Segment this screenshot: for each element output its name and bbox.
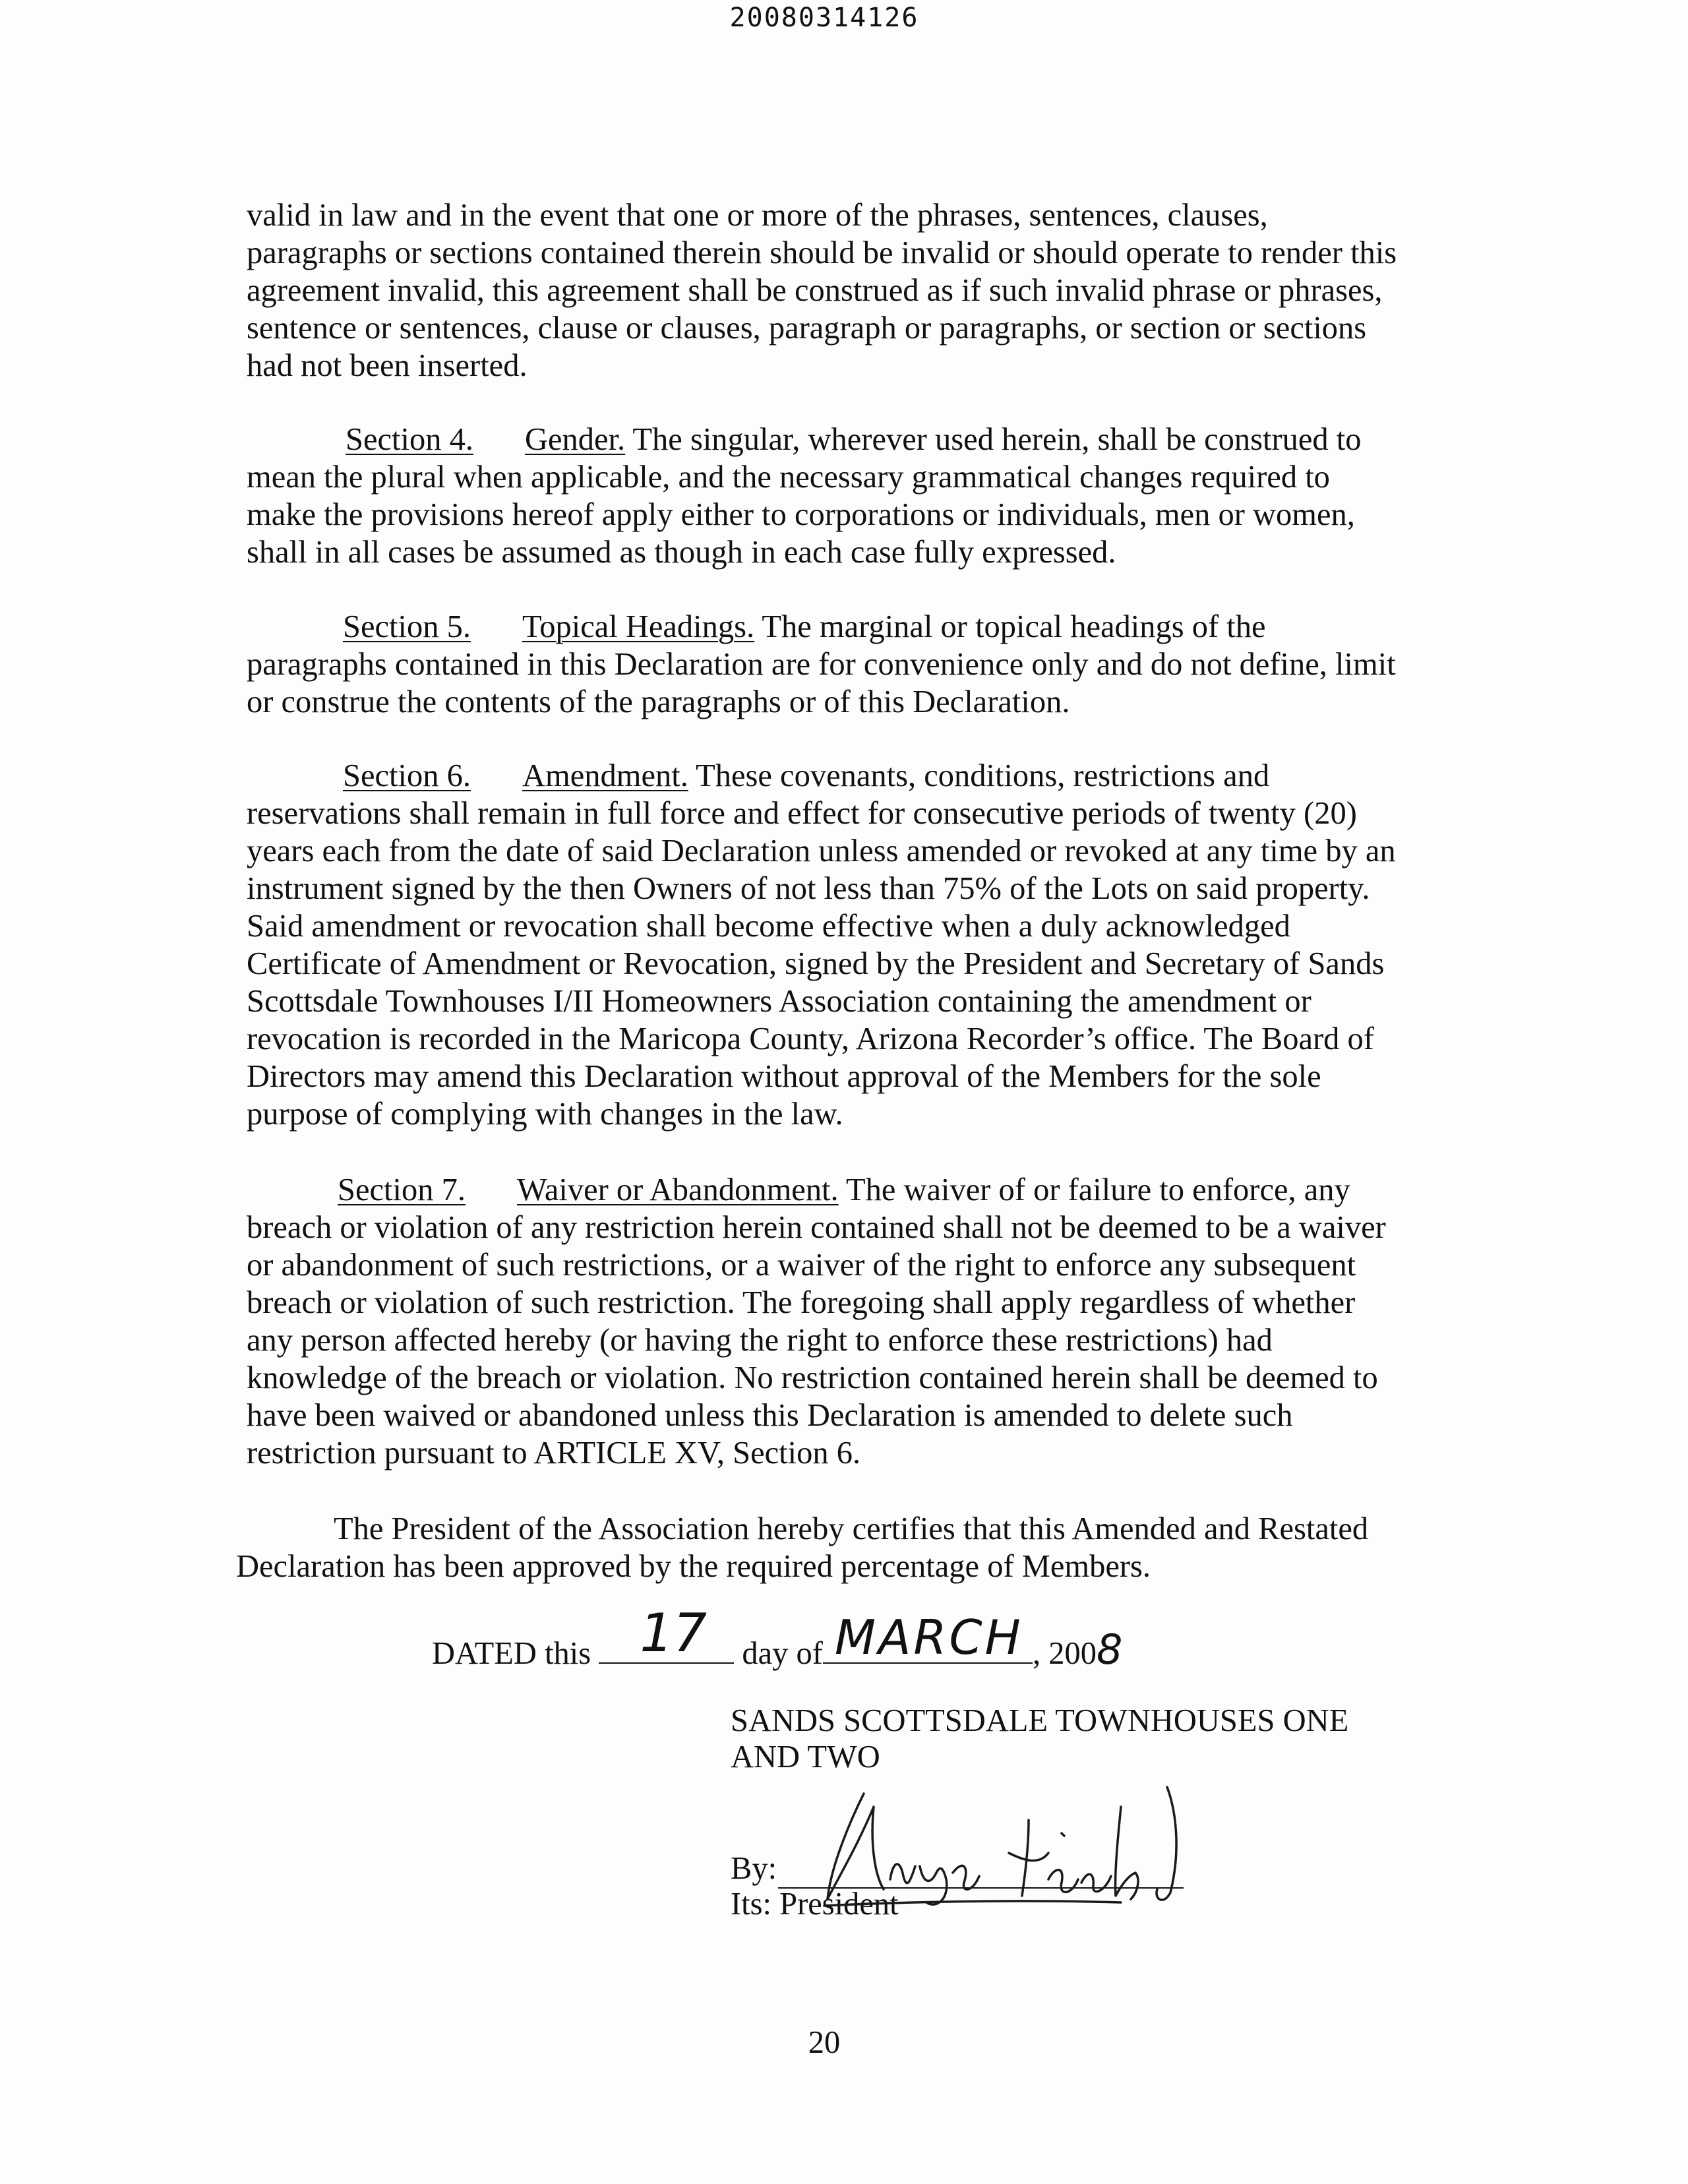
day-handwritten: 17 — [640, 1602, 708, 1664]
by-label: By: — [731, 1851, 777, 1886]
section-6-first-line: These covenants, conditions, restrictions and — [696, 758, 1270, 793]
text-line: purpose of complying with changes in the law. — [247, 1097, 843, 1132]
page-number: 20 — [808, 2025, 841, 2060]
its-label: Its: President — [731, 1887, 899, 1922]
paragraph-severability — [247, 197, 1473, 384]
certification-paragraph — [236, 1510, 1462, 1585]
section-5-first-line: The marginal or topical headings of the — [762, 609, 1266, 644]
text-line: instrument signed by the then Owners of not less than 75% of the Lots on said property. — [247, 871, 1370, 906]
text-line: Scottsdale Townhouses I/II Homeowners Association containing the amendment or — [247, 984, 1311, 1019]
by-line — [731, 1850, 777, 1887]
section-7-first-line: The waiver of or failure to enforce, any — [845, 1172, 1350, 1207]
text-line: breach or violation of any restriction herein contained shall not be deemed to be a waiver — [247, 1210, 1386, 1245]
dated-middle: day of — [742, 1636, 823, 1671]
section-6 — [247, 757, 1473, 1133]
text-line: Directors may amend this Declaration without approval of the Members for the sole — [247, 1059, 1321, 1094]
day-blank — [599, 1602, 734, 1664]
month-handwritten: MARCH — [834, 1610, 1023, 1665]
section-7-label: Section 7. — [338, 1172, 466, 1207]
section-5-title: Topical Headings. — [522, 609, 755, 644]
text-line: Declaration has been approved by the required percentage of Members. — [236, 1549, 1151, 1584]
entity-line: SANDS SCOTTSDALE TOWNHOUSES ONE — [731, 1703, 1349, 1738]
entity-line: AND TWO — [731, 1740, 880, 1774]
text-line: valid in law and in the event that one or more of the phrases, sentences, clauses, — [247, 198, 1268, 233]
text-line: had not been inserted. — [247, 348, 528, 383]
section-7 — [247, 1171, 1473, 1472]
section-4 — [247, 421, 1473, 571]
section-4-first-line: The singular, wherever used herein, shall be construed to — [632, 422, 1362, 457]
text-line: have been waived or abandoned unless this Declaration is amended to delete such — [247, 1398, 1293, 1433]
text-line: The President of the Association hereby certifies that this Amended and Restated — [334, 1511, 1369, 1546]
dated-line — [432, 1602, 1123, 1674]
text-line: paragraphs contained in this Declaration are for convenience only and do not define, limit — [247, 647, 1396, 682]
document-number: 20080314126 — [729, 3, 919, 33]
text-line: agreement invalid, this agreement shall be construed as if such invalid phrase or phrases, — [247, 273, 1383, 308]
section-6-title: Amendment. — [522, 758, 688, 793]
text-line: reservations shall remain in full force and effect for consecutive periods of twenty (20) — [247, 796, 1357, 831]
text-line: sentence or sentences, clause or clauses, paragraph or paragraphs, or section or sections — [247, 311, 1367, 346]
text-line: mean the plural when applicable, and the necessary grammatical changes required to — [247, 460, 1330, 495]
section-5 — [247, 608, 1473, 721]
text-line: or construe the contents of the paragraphs or of this Declaration. — [247, 684, 1070, 719]
text-line: make the provisions hereof apply either to corporations or individuals, men or women, — [247, 497, 1355, 532]
text-line: knowledge of the breach or violation. No restriction contained herein shall be deemed to — [247, 1360, 1378, 1395]
year-handwritten: 8 — [1096, 1625, 1123, 1674]
text-line: Certificate of Amendment or Revocation, signed by the President and Secretary of Sands — [247, 946, 1385, 981]
section-6-label: Section 6. — [343, 758, 471, 793]
text-line: shall in all cases be assumed as though in each case fully expressed. — [247, 535, 1116, 570]
dated-prefix: DATED this — [432, 1636, 591, 1671]
section-4-label: Section 4. — [346, 422, 473, 457]
text-line: years each from the date of said Declaration unless amended or revoked at any time by an — [247, 834, 1396, 868]
text-line: any person affected hereby (or having the right to enforce these restrictions) had — [247, 1323, 1273, 1358]
text-line: paragraphs or sections contained therein should be invalid or should operate to render this — [247, 235, 1397, 270]
signature-entity — [731, 1703, 1348, 1775]
text-line: Said amendment or revocation shall become effective when a duly acknowledged — [247, 909, 1290, 944]
month-blank — [823, 1610, 1033, 1665]
signature-scribble — [811, 1767, 1220, 1926]
text-line: or abandonment of such restrictions, or a waiver of the right to enforce any subsequent — [247, 1248, 1356, 1283]
year-printed: , 200 — [1032, 1636, 1097, 1671]
text-line: restriction pursuant to ARTICLE XV, Section 6. — [247, 1436, 861, 1471]
section-4-title: Gender. — [524, 422, 626, 457]
text-line: breach or violation of such restriction. The foregoing shall apply regardless of whether — [247, 1285, 1356, 1320]
section-5-label: Section 5. — [343, 609, 471, 644]
section-7-title: Waiver or Abandonment. — [516, 1172, 839, 1207]
text-line: revocation is recorded in the Maricopa County, Arizona Recorder’s office. The Board of — [247, 1021, 1374, 1056]
